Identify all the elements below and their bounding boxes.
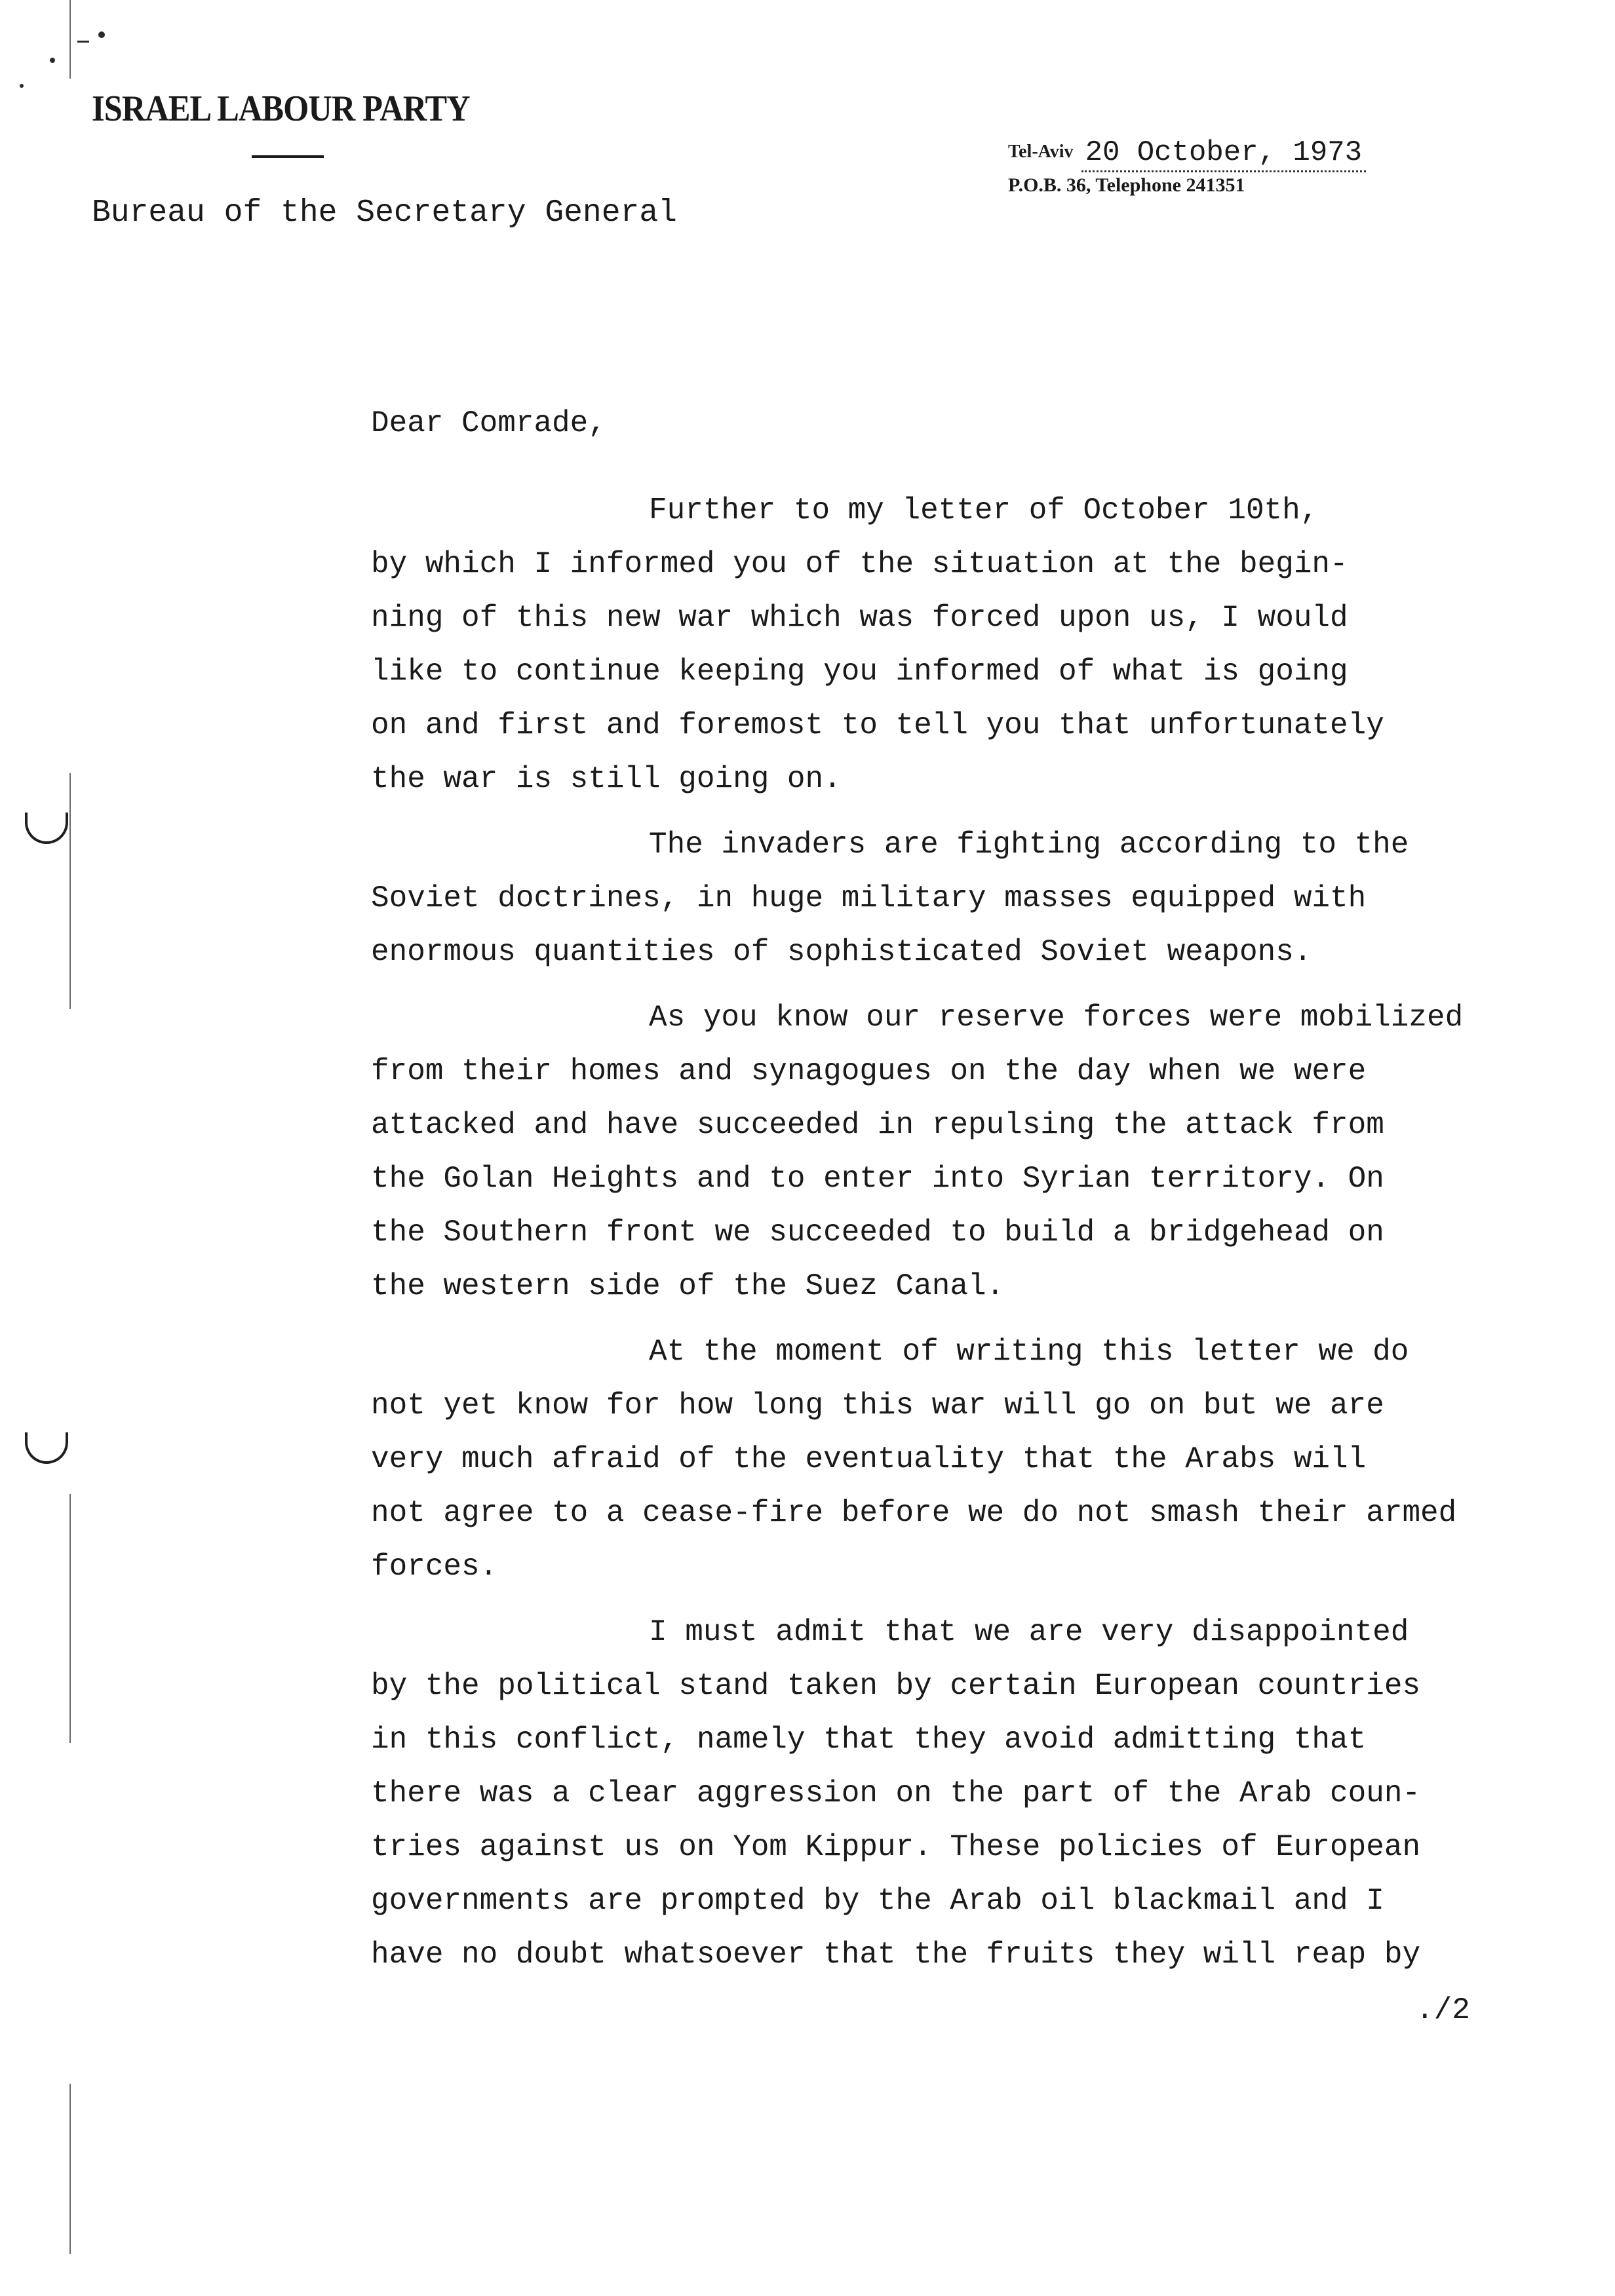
left-margin-line [69,773,71,1009]
city-label: Tel-Aviv [1008,142,1074,162]
page-continuation-marker: ./2 [1416,1993,1470,2027]
organization-name: ISRAEL LABOUR PARTY [92,88,470,129]
letterhead-rule [252,155,324,158]
pob-line: P.O.B. 36, Telephone 241351 [1008,174,1245,196]
paragraph: As you know our reserve forces were mobilized from their homes and synagogues on the day when we were attacked and have succeeded in repulsing the attack from the Golan Heights and to enter into Syrian territory. On the Southern front we succeeded to build a bridgehead on the western side of the Suez Canal. [371,1001,1464,1303]
corner-mark [50,58,55,63]
corner-mark [77,41,89,43]
paragraph: Further to my letter of October 10th, by which I informed you of the situation at the begin- ning of this new war which was forced upon us, I would like to continue keeping you informed of what is going on and first and foremost to tell you that unfortunately the war is still going on. [371,493,1384,796]
bureau-line: Bureau of the Secretary General [92,195,677,231]
left-margin-line [69,0,71,79]
salutation: Dear Comrade, [371,406,606,440]
corner-mark [98,31,105,38]
punch-hole [25,1432,68,1464]
place-date-line [1008,134,1366,170]
corner-mark [20,84,24,88]
date-field: 20 October, 1973 [1081,136,1366,172]
left-margin-line [69,2084,71,2254]
paragraph: At the moment of writing this letter we do not yet know for how long this war will go on but we are very much afraid of the eventuality that the Arabs will not agree to a cease-fire before we do not smash their armed forces. [371,1335,1457,1584]
left-margin-line [69,1494,71,1743]
paragraph: The invaders are fighting according to the Soviet doctrines, in huge military masses equipped with enormous quantities of sophisticated Soviet weapons. [371,828,1409,969]
punch-hole [25,813,68,844]
letter-body [371,484,1570,1993]
paragraph: I must admit that we are very disappointed by the political stand taken by certain European countries in this conflict, namely that they avoid admitting that there was a clear aggression on the part of the Arab coun- tries against us on Yom Kippur. These policies of European governments are prompted by the Arab oil blackmail and I have no doubt whatsoever that the fruits they will reap by [371,1615,1421,1972]
